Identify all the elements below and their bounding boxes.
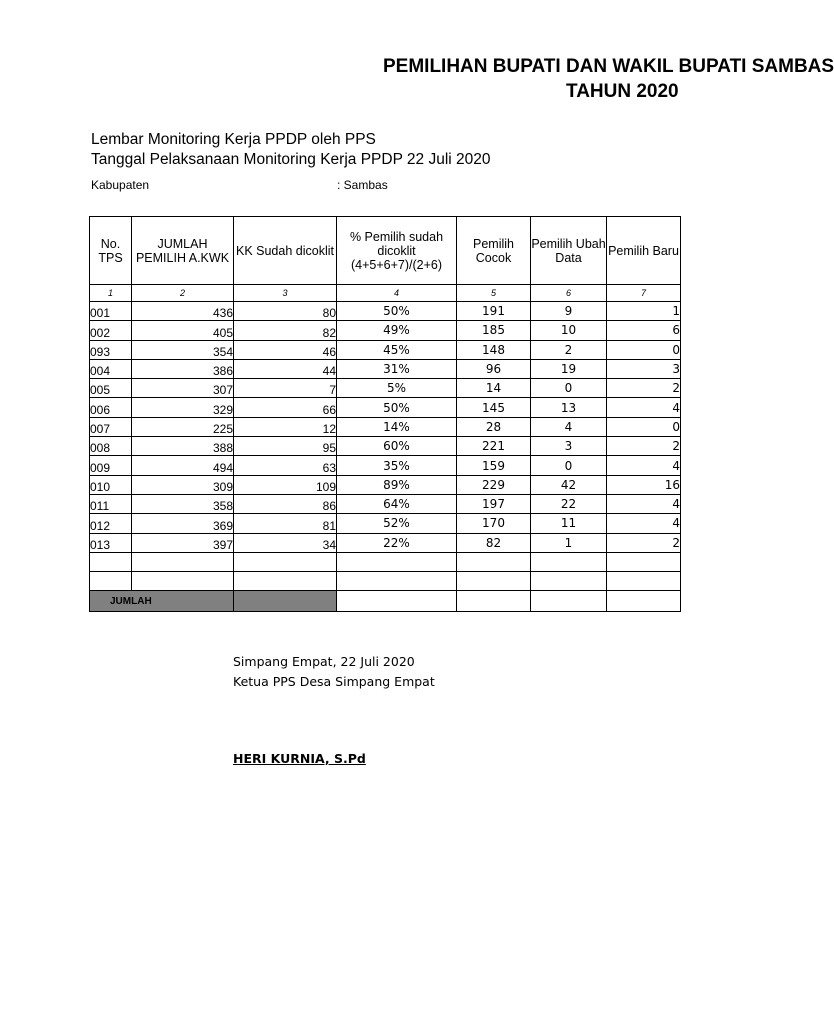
kabupaten-label: Kabupaten [91, 178, 150, 192]
monitoring-date-line: Tanggal Pelaksanaan Monitoring Kerja PPDP 22 Juli 2020 [91, 151, 491, 168]
cell-persen-dicoklit: 50% [337, 398, 457, 417]
cell-pemilih-cocok: 82 [457, 533, 531, 552]
total-label: JUMLAH [90, 591, 234, 612]
total-cell [607, 591, 681, 612]
table-row [90, 456, 681, 475]
cell-kk-sudah-dicoklit: 46 [234, 340, 337, 359]
cell-jumlah-pemilih: 329 [132, 398, 234, 417]
cell-pemilih-baru: 2 [607, 533, 681, 552]
cell-jumlah-pemilih: 225 [132, 417, 234, 436]
cell-jumlah-pemilih: 358 [132, 494, 234, 513]
cell-no-tps: 001 [90, 302, 132, 321]
cell-jumlah-pemilih: 388 [132, 437, 234, 456]
cell-pemilih-cocok: 96 [457, 359, 531, 378]
cell-persen-dicoklit: 89% [337, 475, 457, 494]
table-row [90, 437, 681, 456]
cell-pemilih-baru: 16 [607, 475, 681, 494]
cell-pemilih-cocok: 185 [457, 321, 531, 340]
cell-no-tps: 008 [90, 437, 132, 456]
cell-persen-dicoklit: 14% [337, 417, 457, 436]
signature-name: HERI KURNIA, S.Pd [233, 751, 366, 766]
signature-role: Ketua PPS Desa Simpang Empat [233, 674, 435, 689]
cell-pemilih-cocok: 229 [457, 475, 531, 494]
cell-pemilih-baru: 3 [607, 359, 681, 378]
signature-place-date: Simpang Empat, 22 Juli 2020 [233, 654, 415, 669]
cell-kk-sudah-dicoklit: 7 [234, 379, 337, 398]
table-row [90, 514, 681, 533]
cell-kk-sudah-dicoklit: 86 [234, 494, 337, 513]
cell-pemilih-ubah-data: 10 [531, 321, 607, 340]
cell-jumlah-pemilih: 436 [132, 302, 234, 321]
cell-pemilih-ubah-data: 4 [531, 417, 607, 436]
cell-pemilih-cocok: 148 [457, 340, 531, 359]
cell-pemilih-ubah-data: 42 [531, 475, 607, 494]
table-row [90, 302, 681, 321]
cell-no-tps: 005 [90, 379, 132, 398]
cell-persen-dicoklit: 22% [337, 533, 457, 552]
cell-pemilih-cocok: 159 [457, 456, 531, 475]
column-number: 3 [234, 285, 337, 302]
cell-pemilih-baru: 4 [607, 514, 681, 533]
table-row [90, 379, 681, 398]
cell-pemilih-ubah-data: 11 [531, 514, 607, 533]
cell-jumlah-pemilih: 309 [132, 475, 234, 494]
header-jumlah-pemilih: JUMLAH PEMILIH A.KWK [132, 217, 234, 285]
sheet-subtitle: Lembar Monitoring Kerja PPDP oleh PPS [91, 131, 376, 148]
table-row [90, 398, 681, 417]
cell-kk-sudah-dicoklit: 81 [234, 514, 337, 533]
header-pemilih-baru: Pemilih Baru [607, 217, 681, 285]
cell-pemilih-ubah-data: 3 [531, 437, 607, 456]
header-pemilih-ubah-data: Pemilih Ubah Data [531, 217, 607, 285]
total-cell [337, 591, 457, 612]
cell-pemilih-cocok: 145 [457, 398, 531, 417]
monitoring-table [89, 216, 681, 612]
cell-kk-sudah-dicoklit: 95 [234, 437, 337, 456]
cell-pemilih-ubah-data: 13 [531, 398, 607, 417]
column-number: 2 [132, 285, 234, 302]
cell-persen-dicoklit: 35% [337, 456, 457, 475]
cell-persen-dicoklit: 64% [337, 494, 457, 513]
cell-kk-sudah-dicoklit: 12 [234, 417, 337, 436]
total-kk-cell [234, 591, 337, 612]
total-cell [531, 591, 607, 612]
cell-pemilih-baru: 6 [607, 321, 681, 340]
kabupaten-value: : Sambas [337, 178, 388, 192]
cell-persen-dicoklit: 52% [337, 514, 457, 533]
cell-pemilih-cocok: 221 [457, 437, 531, 456]
table-row [90, 494, 681, 513]
table-body [90, 302, 681, 553]
cell-no-tps: 007 [90, 417, 132, 436]
column-number: 5 [457, 285, 531, 302]
table-row [90, 321, 681, 340]
total-row [90, 591, 681, 612]
cell-pemilih-ubah-data: 0 [531, 379, 607, 398]
cell-kk-sudah-dicoklit: 80 [234, 302, 337, 321]
table-row [90, 359, 681, 378]
column-number-row [90, 285, 681, 302]
cell-pemilih-baru: 0 [607, 417, 681, 436]
cell-no-tps: 011 [90, 494, 132, 513]
cell-no-tps: 009 [90, 456, 132, 475]
cell-persen-dicoklit: 50% [337, 302, 457, 321]
cell-kk-sudah-dicoklit: 44 [234, 359, 337, 378]
table-header-row [90, 217, 681, 285]
cell-jumlah-pemilih: 397 [132, 533, 234, 552]
header-no-tps: No. TPS [90, 217, 132, 285]
cell-pemilih-cocok: 170 [457, 514, 531, 533]
column-number: 6 [531, 285, 607, 302]
cell-persen-dicoklit: 45% [337, 340, 457, 359]
column-number: 4 [337, 285, 457, 302]
column-number: 7 [607, 285, 681, 302]
document-title-year: TAHUN 2020 [566, 81, 679, 102]
cell-pemilih-baru: 4 [607, 456, 681, 475]
cell-no-tps: 004 [90, 359, 132, 378]
cell-pemilih-ubah-data: 2 [531, 340, 607, 359]
cell-no-tps: 013 [90, 533, 132, 552]
cell-jumlah-pemilih: 369 [132, 514, 234, 533]
cell-persen-dicoklit: 31% [337, 359, 457, 378]
cell-pemilih-baru: 2 [607, 379, 681, 398]
cell-no-tps: 010 [90, 475, 132, 494]
table-row [90, 475, 681, 494]
empty-row [90, 572, 681, 591]
cell-pemilih-cocok: 191 [457, 302, 531, 321]
total-cell [457, 591, 531, 612]
cell-pemilih-ubah-data: 9 [531, 302, 607, 321]
header-kk-sudah-dicoklit: KK Sudah dicoklit [234, 217, 337, 285]
empty-row [90, 552, 681, 571]
cell-kk-sudah-dicoklit: 34 [234, 533, 337, 552]
cell-pemilih-ubah-data: 0 [531, 456, 607, 475]
cell-no-tps: 093 [90, 340, 132, 359]
header-persen-dicoklit: % Pemilih sudah dicoklit (4+5+6+7)/(2+6) [337, 217, 457, 285]
cell-jumlah-pemilih: 494 [132, 456, 234, 475]
cell-persen-dicoklit: 49% [337, 321, 457, 340]
cell-pemilih-baru: 0 [607, 340, 681, 359]
cell-pemilih-cocok: 28 [457, 417, 531, 436]
cell-pemilih-baru: 4 [607, 494, 681, 513]
cell-persen-dicoklit: 60% [337, 437, 457, 456]
table-row [90, 533, 681, 552]
cell-pemilih-baru: 2 [607, 437, 681, 456]
table-row [90, 340, 681, 359]
cell-pemilih-cocok: 14 [457, 379, 531, 398]
cell-jumlah-pemilih: 386 [132, 359, 234, 378]
cell-pemilih-ubah-data: 1 [531, 533, 607, 552]
header-pemilih-cocok: Pemilih Cocok [457, 217, 531, 285]
cell-pemilih-ubah-data: 19 [531, 359, 607, 378]
cell-persen-dicoklit: 5% [337, 379, 457, 398]
cell-pemilih-ubah-data: 22 [531, 494, 607, 513]
column-number: 1 [90, 285, 132, 302]
cell-jumlah-pemilih: 354 [132, 340, 234, 359]
cell-kk-sudah-dicoklit: 109 [234, 475, 337, 494]
cell-kk-sudah-dicoklit: 66 [234, 398, 337, 417]
cell-kk-sudah-dicoklit: 82 [234, 321, 337, 340]
cell-no-tps: 002 [90, 321, 132, 340]
cell-pemilih-baru: 1 [607, 302, 681, 321]
cell-kk-sudah-dicoklit: 63 [234, 456, 337, 475]
cell-no-tps: 006 [90, 398, 132, 417]
cell-no-tps: 012 [90, 514, 132, 533]
document-title: PEMILIHAN BUPATI DAN WAKIL BUPATI SAMBAS [383, 56, 834, 77]
cell-pemilih-baru: 4 [607, 398, 681, 417]
cell-jumlah-pemilih: 307 [132, 379, 234, 398]
cell-jumlah-pemilih: 405 [132, 321, 234, 340]
table-row [90, 417, 681, 436]
cell-pemilih-cocok: 197 [457, 494, 531, 513]
